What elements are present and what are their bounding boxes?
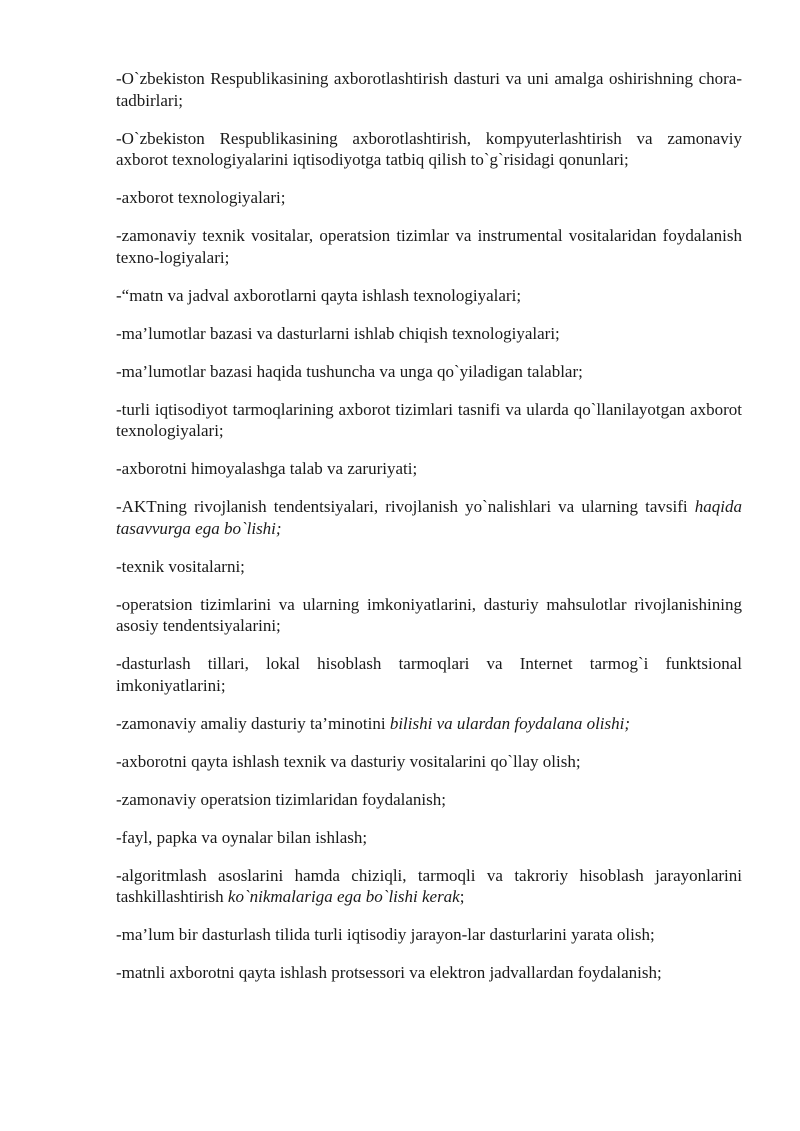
paragraph-11: -texnik vositalarni; [116, 556, 245, 576]
paragraph-9: -axborotni himoyalashga talab va zaruriyati; [116, 459, 418, 478]
paragraph-14: -zamonaviy amaliy dasturiy ta’minotini bilishi va ulardan foydalana olishi; [116, 713, 631, 733]
paragraph-18: -algoritmlash asoslarini hamda chiziqli, tarmoqli va takroriy hisoblash jarayonlarini tashkillashtirish ko`nikmalariga ega bo`lishi kerak; [116, 865, 742, 906]
italic-phrase: ko`nikmalariga ega bo`lishi kerak [227, 887, 460, 906]
italic-phrase: haqida tasavvurga ega bo`lishi; [116, 497, 742, 538]
italic-phrase: bilishi va ulardan foydalana olishi; [389, 713, 631, 733]
paragraph-1: -O`zbekiston Respublikasining axborotlashtirish dasturi va uni amalga oshirishning chora-tadbirlari; [116, 69, 742, 110]
paragraph-19: -ma’lum bir dasturlash tilida turli iqtisodiy jarayon-lar dasturlarini yarata olish; [116, 925, 655, 944]
paragraph-10: -AKTning rivojlanish tendentsiyalari, rivojlanish yo`nalishlari va ularning tavsifi haqida tasavvurga ega bo`lishi; [116, 497, 742, 538]
paragraph-2: -O`zbekiston Respublikasining axborotlashtirish, kompyuterlashtirish va zamonaviy axborot texnologiyalarini iqtisodiyotga tatbiq qilish to`g`risidagi qonunlari; [116, 128, 742, 169]
paragraph-6: -ma’lumotlar bazasi va dasturlarni ishlab chiqish texnologiyalari; [116, 323, 560, 343]
paragraph-7: -ma’lumotlar bazasi haqida tushuncha va unga qo`yiladigan talablar; [116, 361, 583, 381]
paragraph-13: -dasturlash tillari, lokal hisoblash tarmoqlari va Internet tarmog`i funktsional imkoniyatlarini; [116, 654, 742, 695]
paragraph-3: -axborot texnologiyalari; [116, 188, 286, 207]
paragraph-20: -matnli axborotni qayta ishlash protsessori va elektron jadvallardan foydalanish; [116, 963, 662, 982]
paragraph-5: -“matn va jadval axborotlarni qayta ishlash texnologiyalari; [116, 285, 522, 305]
paragraph-4: -zamonaviy texnik vositalar, operatsion tizimlar va instrumental vositalaridan foydalanish texno-logiyalari; [116, 226, 742, 267]
paragraph-16: -zamonaviy operatsion tizimlaridan foydalanish; [116, 789, 446, 809]
paragraph-8: -turli iqtisodiyot tarmoqlarining axborot tizimlari tasnifi va ularda qo`llanilayotgan axborot texnologiyalari; [116, 399, 742, 440]
document-page [116, 68, 742, 1000]
paragraph-15: -axborotni qayta ishlash texnik va dasturiy vositalarini qo`llay olish; [116, 751, 581, 771]
paragraph-12: -operatsion tizimlarini va ularning imkoniyatlarini, dasturiy mahsulotlar rivojlanishining asosiy tendentsiyalarini; [116, 594, 742, 635]
paragraph-17: -fayl, papka va oynalar bilan ishlash; [116, 827, 368, 847]
